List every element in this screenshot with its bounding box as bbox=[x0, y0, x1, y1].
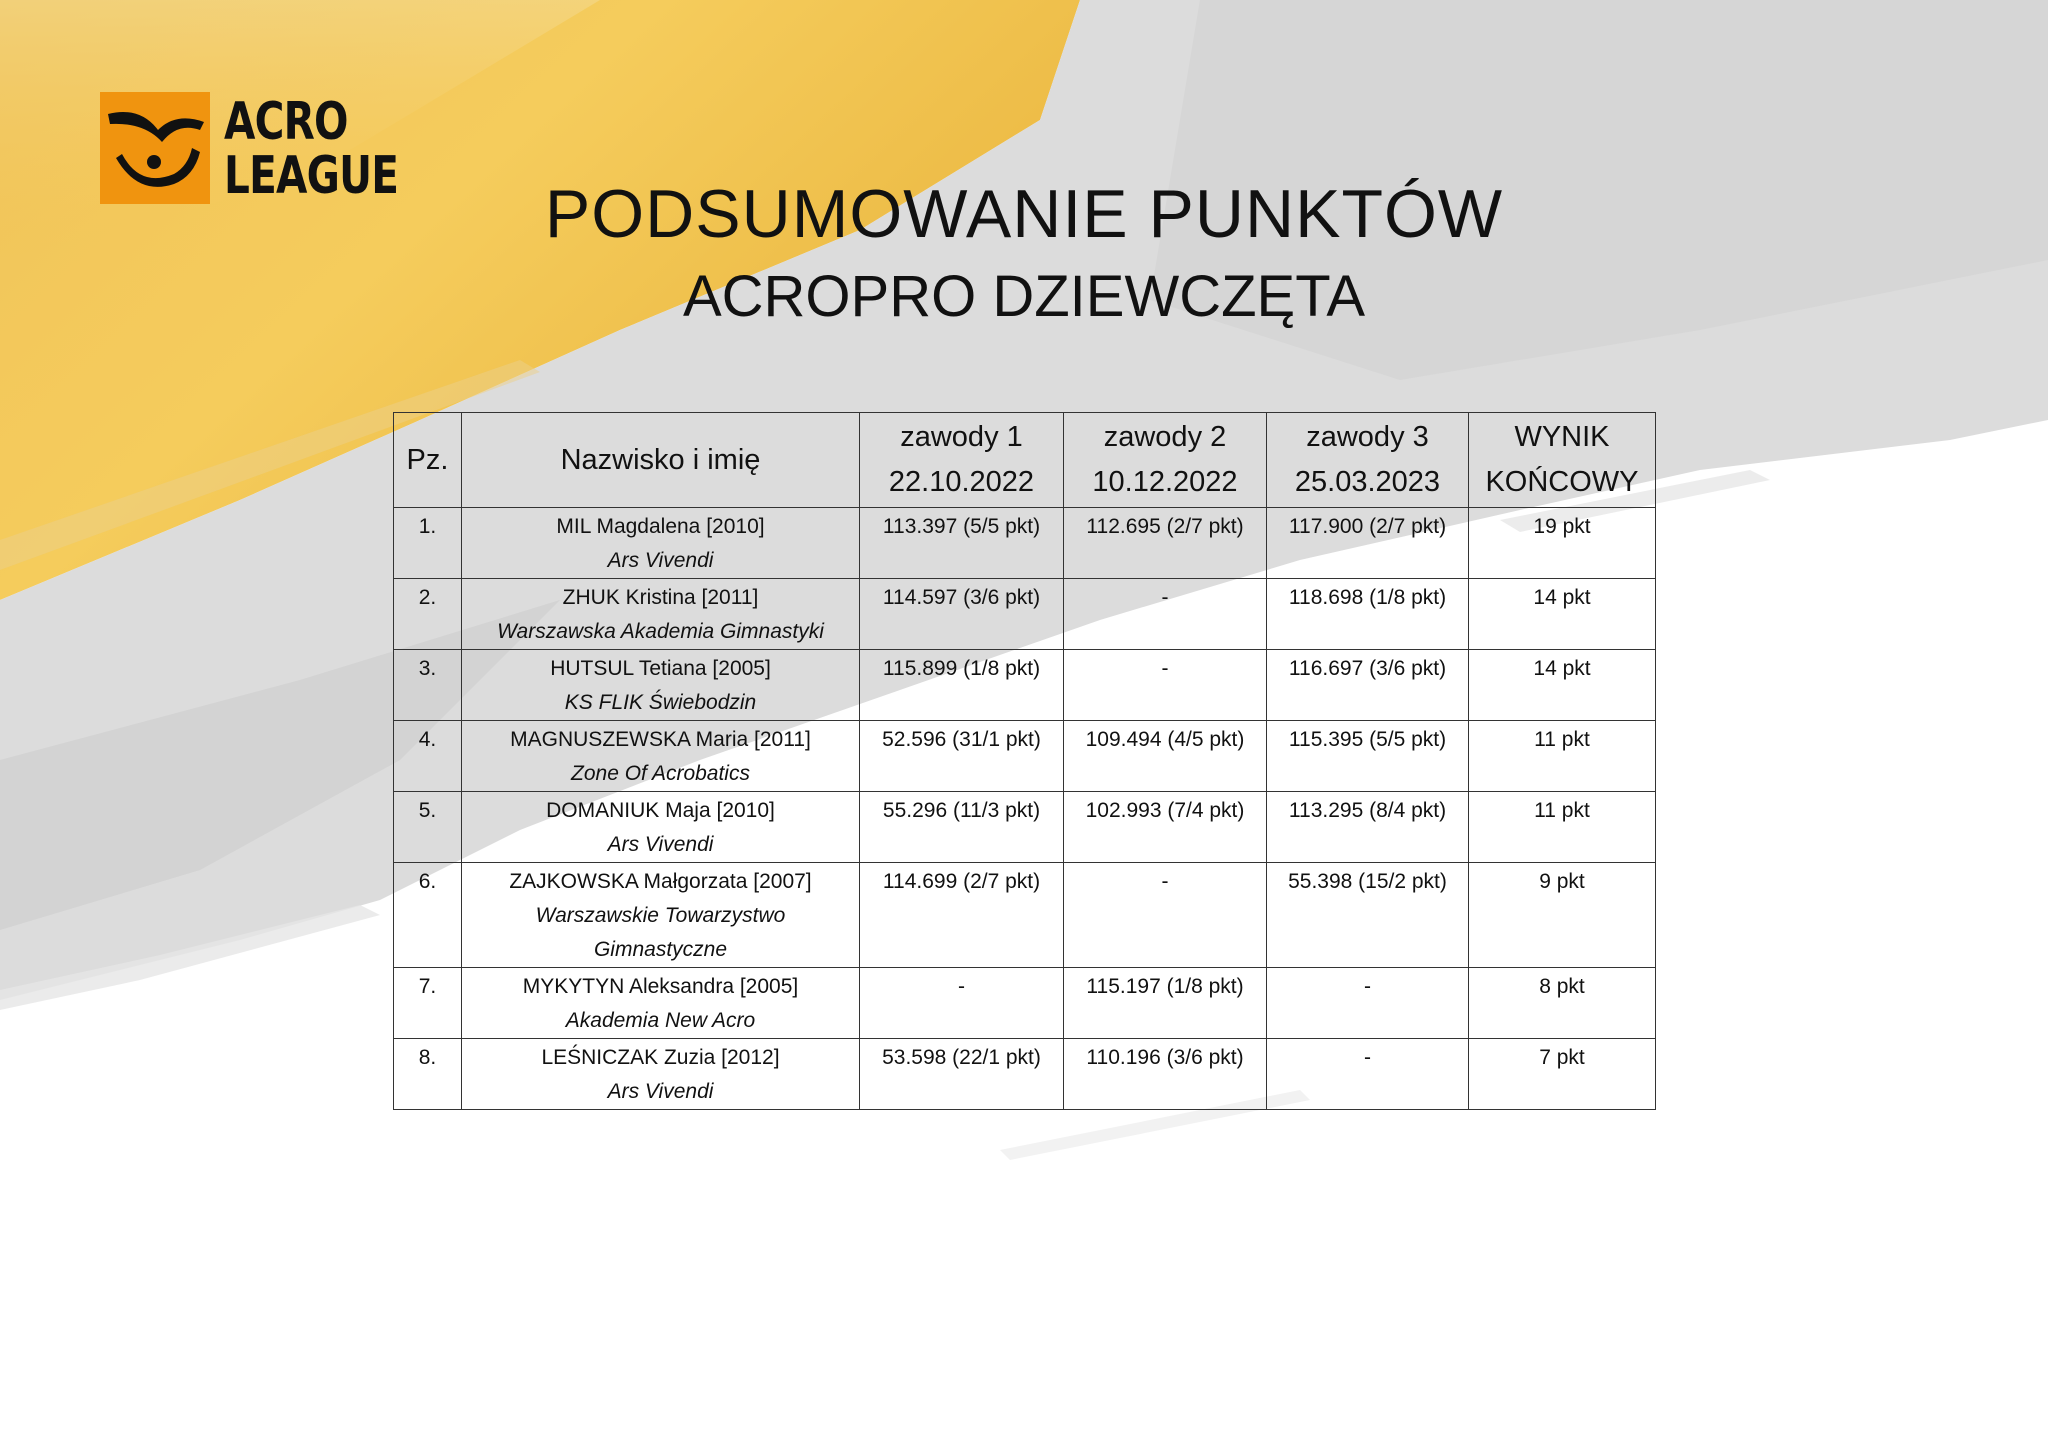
table-row bbox=[394, 579, 1656, 650]
row-athlete bbox=[462, 650, 860, 721]
row-athlete bbox=[462, 721, 860, 792]
header-comp1 bbox=[860, 413, 1064, 508]
row-comp3: 118.698 (1/8 pkt) bbox=[1267, 579, 1469, 650]
row-comp3: 115.395 (5/5 pkt) bbox=[1267, 721, 1469, 792]
header-comp1-label: zawody 1 bbox=[900, 421, 1023, 453]
row-comp1: 114.597 (3/6 pkt) bbox=[860, 579, 1064, 650]
results-table bbox=[393, 412, 1656, 1110]
row-comp3: 55.398 (15/2 pkt) bbox=[1267, 863, 1469, 968]
row-total: 19 pkt bbox=[1469, 508, 1656, 579]
row-comp1: 52.596 (31/1 pkt) bbox=[860, 721, 1064, 792]
row-total: 7 pkt bbox=[1469, 1039, 1656, 1110]
row-comp2: 110.196 (3/6 pkt) bbox=[1064, 1039, 1267, 1110]
athlete-club: Akademia New Acro bbox=[565, 1009, 756, 1032]
row-comp1: - bbox=[860, 968, 1064, 1039]
header-final-line2: KOŃCOWY bbox=[1485, 466, 1639, 498]
row-pos: 1. bbox=[394, 508, 462, 579]
table-header-row bbox=[394, 413, 1656, 508]
row-pos: 7. bbox=[394, 968, 462, 1039]
row-comp1: 114.699 (2/7 pkt) bbox=[860, 863, 1064, 968]
page-subtitle: ACROPRO DZIEWCZĘTA bbox=[682, 264, 1366, 329]
header-name: Nazwisko i imię bbox=[462, 413, 860, 508]
row-comp3: 113.295 (8/4 pkt) bbox=[1267, 792, 1469, 863]
athlete-name: HUTSUL Tetiana [2005] bbox=[550, 657, 771, 680]
row-comp2: 112.695 (2/7 pkt) bbox=[1064, 508, 1267, 579]
athlete-name: MIL Magdalena [2010] bbox=[556, 515, 765, 538]
row-pos: 6. bbox=[394, 863, 462, 968]
row-athlete bbox=[462, 968, 860, 1039]
header-comp2-label: zawody 2 bbox=[1103, 421, 1227, 453]
athlete-club: Zone Of Acrobatics bbox=[571, 762, 750, 785]
table-row bbox=[394, 508, 1656, 579]
row-comp1: 113.397 (5/5 pkt) bbox=[860, 508, 1064, 579]
athlete-name: ZAJKOWSKA Małgorzata [2007] bbox=[509, 870, 812, 893]
athlete-name: DOMANIUK Maja [2010] bbox=[546, 799, 775, 822]
header-comp3-date: 25.03.2023 bbox=[1294, 466, 1441, 498]
row-athlete bbox=[462, 1039, 860, 1110]
header-final bbox=[1469, 413, 1656, 508]
header-comp3 bbox=[1267, 413, 1469, 508]
athlete-club: Warszawska Akademia Gimnastyki bbox=[497, 620, 824, 643]
row-pos: 5. bbox=[394, 792, 462, 863]
table-row bbox=[394, 792, 1656, 863]
row-comp2: 115.197 (1/8 pkt) bbox=[1064, 968, 1267, 1039]
header-pos: Pz. bbox=[394, 413, 462, 508]
athlete-name: MAGNUSZEWSKA Maria [2011] bbox=[510, 728, 811, 751]
row-athlete bbox=[462, 863, 860, 968]
row-athlete bbox=[462, 792, 860, 863]
row-total: 9 pkt bbox=[1469, 863, 1656, 968]
row-athlete bbox=[462, 508, 860, 579]
row-total: 11 pkt bbox=[1469, 792, 1656, 863]
athlete-name: ZHUK Kristina [2011] bbox=[562, 586, 759, 609]
table-row bbox=[394, 650, 1656, 721]
row-total: 11 pkt bbox=[1469, 721, 1656, 792]
row-comp1: 53.598 (22/1 pkt) bbox=[860, 1039, 1064, 1110]
row-pos: 4. bbox=[394, 721, 462, 792]
header-comp2-date: 10.12.2022 bbox=[1092, 466, 1238, 498]
row-comp2: 109.494 (4/5 pkt) bbox=[1064, 721, 1267, 792]
row-comp2: - bbox=[1064, 579, 1267, 650]
row-comp2: 102.993 (7/4 pkt) bbox=[1064, 792, 1267, 863]
row-comp3: - bbox=[1267, 968, 1469, 1039]
athlete-club: KS FLIK Świebodzin bbox=[564, 691, 757, 714]
row-total: 14 pkt bbox=[1469, 650, 1656, 721]
logo-line-1: ACRO bbox=[224, 92, 348, 152]
table-row bbox=[394, 968, 1656, 1039]
row-comp3: 116.697 (3/6 pkt) bbox=[1267, 650, 1469, 721]
row-comp2: - bbox=[1064, 863, 1267, 968]
athlete-name: LEŚNICZAK Zuzia [2012] bbox=[541, 1046, 780, 1069]
row-comp2: - bbox=[1064, 650, 1267, 721]
athlete-club: Ars Vivendi bbox=[607, 549, 714, 572]
header-comp3-label: zawody 3 bbox=[1306, 421, 1429, 453]
logo-line-2: LEAGUE bbox=[224, 146, 399, 206]
row-comp3: 117.900 (2/7 pkt) bbox=[1267, 508, 1469, 579]
row-comp3: - bbox=[1267, 1039, 1469, 1110]
table-row bbox=[394, 1039, 1656, 1110]
athlete-club: Ars Vivendi bbox=[607, 1080, 714, 1103]
row-pos: 3. bbox=[394, 650, 462, 721]
row-total: 14 pkt bbox=[1469, 579, 1656, 650]
athlete-name: MYKYTYN Aleksandra [2005] bbox=[522, 975, 799, 998]
row-comp1: 115.899 (1/8 pkt) bbox=[860, 650, 1064, 721]
header-final-line1: WYNIK bbox=[1514, 421, 1610, 453]
row-athlete bbox=[462, 579, 860, 650]
table-row bbox=[394, 721, 1656, 792]
row-pos: 8. bbox=[394, 1039, 462, 1110]
row-pos: 2. bbox=[394, 579, 462, 650]
athlete-club: Warszawskie Towarzystwo Gimnastyczne bbox=[535, 904, 786, 961]
table-row bbox=[394, 863, 1656, 968]
athlete-club: Ars Vivendi bbox=[607, 833, 714, 856]
page-title: PODSUMOWANIE PUNKTÓW bbox=[544, 176, 1504, 252]
header-comp2 bbox=[1064, 413, 1267, 508]
row-comp1: 55.296 (11/3 pkt) bbox=[860, 792, 1064, 863]
row-total: 8 pkt bbox=[1469, 968, 1656, 1039]
header-comp1-date: 22.10.2022 bbox=[888, 466, 1035, 498]
